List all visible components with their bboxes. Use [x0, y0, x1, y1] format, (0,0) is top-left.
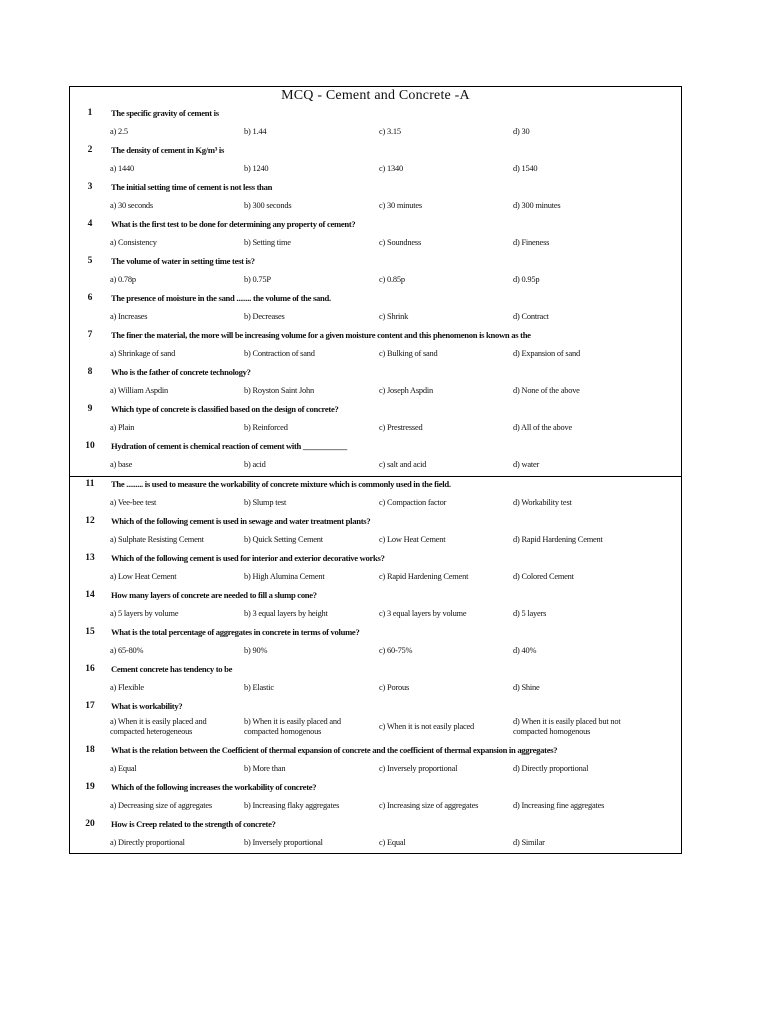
option-c: c) Porous — [379, 683, 410, 692]
question-text: What is the total percentage of aggregates in concrete in terms of volume? — [111, 627, 360, 637]
question-text: The initial setting time of cement is not less than — [111, 182, 273, 192]
option-d: d) Directly proportional — [513, 764, 589, 773]
question-text: Which type of concrete is classified based on the design of concrete? — [111, 404, 339, 414]
option-a: a) Flexible — [110, 683, 144, 692]
question-text: The finer the material, the more will be increasing volume for a given moisture content and this phenomenon is known as the — [111, 330, 531, 340]
option-a: a) Decreasing size of aggregates — [110, 801, 212, 810]
question-number: 7 — [87, 330, 93, 340]
option-b: b) Elastic — [244, 683, 274, 692]
question-item — [70, 293, 681, 329]
question-text: Who is the father of concrete technology? — [111, 367, 251, 377]
option-a: a) Sulphate Resisting Cement — [110, 535, 204, 544]
option-d: d) None of the above — [513, 386, 580, 395]
question-number: 5 — [87, 256, 93, 266]
option-a: a) Vee-bee test — [110, 498, 157, 507]
option-a: a) Shrinkage of sand — [110, 349, 176, 358]
question-item — [70, 553, 681, 589]
option-c: c) Soundness — [379, 238, 422, 247]
option-c: c) 30 minutes — [379, 201, 422, 210]
question-number: 17 — [85, 701, 95, 711]
option-c: c) 3.15 — [379, 127, 401, 136]
question-text: The volume of water in setting time test is? — [111, 256, 255, 266]
option-a: a) Equal — [110, 764, 137, 773]
option-b: b) High Alumina Cement — [244, 572, 325, 581]
option-b: b) 3 equal layers by height — [244, 609, 328, 618]
option-c: c) Prestressed — [379, 423, 423, 432]
option-c: c) 60-75% — [379, 646, 413, 655]
mcq-sheet — [69, 86, 682, 854]
question-item — [70, 219, 681, 255]
question-item — [70, 590, 681, 626]
option-d: d) Fineness — [513, 238, 550, 247]
option-c: c) Inversely proportional — [379, 764, 458, 773]
question-number: 2 — [87, 145, 93, 155]
question-text: Hydration of cement is chemical reaction of cement with ___________ — [111, 441, 347, 451]
option-b: b) acid — [244, 460, 266, 469]
option-d: d) Rapid Hardening Cement — [513, 535, 603, 544]
question-number: 19 — [85, 782, 95, 792]
option-d: d) 5 layers — [513, 609, 547, 618]
page-title: MCQ - Cement and Concrete -A — [281, 88, 470, 103]
question-text: Which of the following cement is used for interior and exterior decorative works? — [111, 553, 385, 563]
option-d: d) water — [513, 460, 540, 469]
option-c: c) 0.85p — [379, 275, 405, 284]
option-c: c) Joseph Aspdin — [379, 386, 434, 395]
option-c: c) Compaction factor — [379, 498, 447, 507]
question-item — [70, 782, 681, 818]
question-number: 18 — [85, 745, 95, 755]
question-number: 10 — [85, 441, 95, 451]
option-d: d) When it is easily placed but not compacted homogenous — [513, 717, 621, 736]
option-d: d) Workability test — [513, 498, 572, 507]
question-number: 13 — [85, 553, 95, 563]
option-b: b) Reinforced — [244, 423, 288, 432]
option-d: d) Similar — [513, 838, 545, 847]
question-item — [70, 701, 681, 737]
question-item — [70, 404, 681, 440]
option-d: d) All of the above — [513, 423, 572, 432]
option-d: d) 40% — [513, 646, 537, 655]
question-number: 20 — [85, 819, 95, 829]
option-a: a) 1440 — [110, 164, 134, 173]
option-b: b) 90% — [244, 646, 268, 655]
question-item — [70, 516, 681, 552]
option-a: a) 2.5 — [110, 127, 128, 136]
option-b: b) Contraction of sand — [244, 349, 315, 358]
option-d: d) Shine — [513, 683, 540, 692]
option-b: b) Quick Setting Cement — [244, 535, 323, 544]
question-text: Which of the following increases the workability of concrete? — [111, 782, 317, 792]
question-number: 1 — [87, 108, 93, 118]
option-a: a) base — [110, 460, 133, 469]
option-b: b) More than — [244, 764, 286, 773]
option-c: c) Low Heat Cement — [379, 535, 446, 544]
question-item — [70, 819, 681, 855]
option-c: c) Increasing size of aggregates — [379, 801, 479, 810]
question-text: The presence of moisture in the sand ........ the volume of the sand. — [111, 293, 331, 303]
option-a: a) 0.78p — [110, 275, 136, 284]
question-text: Cement concrete has tendency to be — [111, 664, 233, 674]
option-a: a) Directly proportional — [110, 838, 185, 847]
question-item — [70, 182, 681, 218]
option-c: c) Shrink — [379, 312, 409, 321]
question-number: 12 — [85, 516, 95, 526]
question-text: How many layers of concrete are needed to fill a slump cone? — [111, 590, 317, 600]
option-d: d) 1540 — [513, 164, 538, 173]
question-text: What is the relation between the Coefficient of thermal expansion of concrete and the coefficient of thermal expansion in aggregates? — [111, 745, 558, 755]
question-item — [70, 145, 681, 181]
option-b: b) Slump test — [244, 498, 287, 507]
question-text: The ......... is used to measure the workability of concrete mixture which is commonly used in the field. — [111, 479, 451, 489]
option-c: c) 1340 — [379, 164, 403, 173]
option-c: c) Equal — [379, 838, 406, 847]
option-a: a) When it is easily placed and compacted heterogeneous — [110, 717, 207, 736]
question-number: 4 — [87, 219, 93, 229]
option-b: b) Inversely proportional — [244, 838, 323, 847]
option-a: a) Increases — [110, 312, 148, 321]
option-b: b) Increasing flaky aggregates — [244, 801, 340, 810]
option-d: d) 300 minutes — [513, 201, 561, 210]
option-b: b) 1240 — [244, 164, 269, 173]
option-b: b) Decreases — [244, 312, 285, 321]
question-item — [70, 745, 681, 781]
question-number: 9 — [87, 404, 93, 414]
option-b: b) 300 seconds — [244, 201, 292, 210]
question-item — [70, 479, 681, 515]
option-b: b) 0.75P — [244, 275, 271, 284]
question-number: 6 — [87, 293, 93, 303]
option-a: a) 5 layers by volume — [110, 609, 179, 618]
option-b: b) Setting time — [244, 238, 291, 247]
option-c: c) When it is not easily placed — [379, 722, 475, 731]
option-b: b) When it is easily placed and compacted homogenous — [244, 717, 341, 736]
question-number: 11 — [85, 479, 95, 489]
option-d: d) Increasing fine aggregates — [513, 801, 605, 810]
question-item — [70, 367, 681, 403]
question-item — [70, 627, 681, 663]
question-item — [70, 108, 681, 144]
option-b: b) 1.44 — [244, 127, 267, 136]
option-d: d) Contract — [513, 312, 549, 321]
question-number: 15 — [85, 627, 95, 637]
question-text: The specific gravity of cement is — [111, 108, 219, 118]
question-item — [70, 330, 681, 366]
option-c: c) salt and acid — [379, 460, 427, 469]
option-a: a) Plain — [110, 423, 135, 432]
question-text: Which of the following cement is used in sewage and water treatment plants? — [111, 516, 371, 526]
option-a: a) 30 seconds — [110, 201, 153, 210]
question-text: What is the first test to be done for determining any property of cement? — [111, 219, 356, 229]
option-a: a) William Aspdin — [110, 386, 168, 395]
option-d: d) 30 — [513, 127, 530, 136]
question-item — [70, 441, 681, 477]
option-a: a) Low Heat Cement — [110, 572, 177, 581]
option-c: c) 3 equal layers by volume — [379, 609, 467, 618]
question-item — [70, 664, 681, 700]
option-c: c) Bulking of sand — [379, 349, 438, 358]
option-d: d) Colored Cement — [513, 572, 574, 581]
question-text: The density of cement in Kg/m³ is — [111, 145, 224, 155]
option-b: b) Royston Saint John — [244, 386, 315, 395]
option-a: a) 65-80% — [110, 646, 144, 655]
question-number: 3 — [87, 182, 93, 192]
option-d: d) Expansion of sand — [513, 349, 580, 358]
question-number: 14 — [85, 590, 95, 600]
question-text: How is Creep related to the strength of concrete? — [111, 819, 276, 829]
question-number: 16 — [85, 664, 95, 674]
question-text: What is workability? — [111, 701, 183, 711]
question-number: 8 — [87, 367, 93, 377]
option-c: c) Rapid Hardening Cement — [379, 572, 469, 581]
option-a: a) Consistency — [110, 238, 157, 247]
question-item — [70, 256, 681, 292]
option-d: d) 0.95p — [513, 275, 540, 284]
